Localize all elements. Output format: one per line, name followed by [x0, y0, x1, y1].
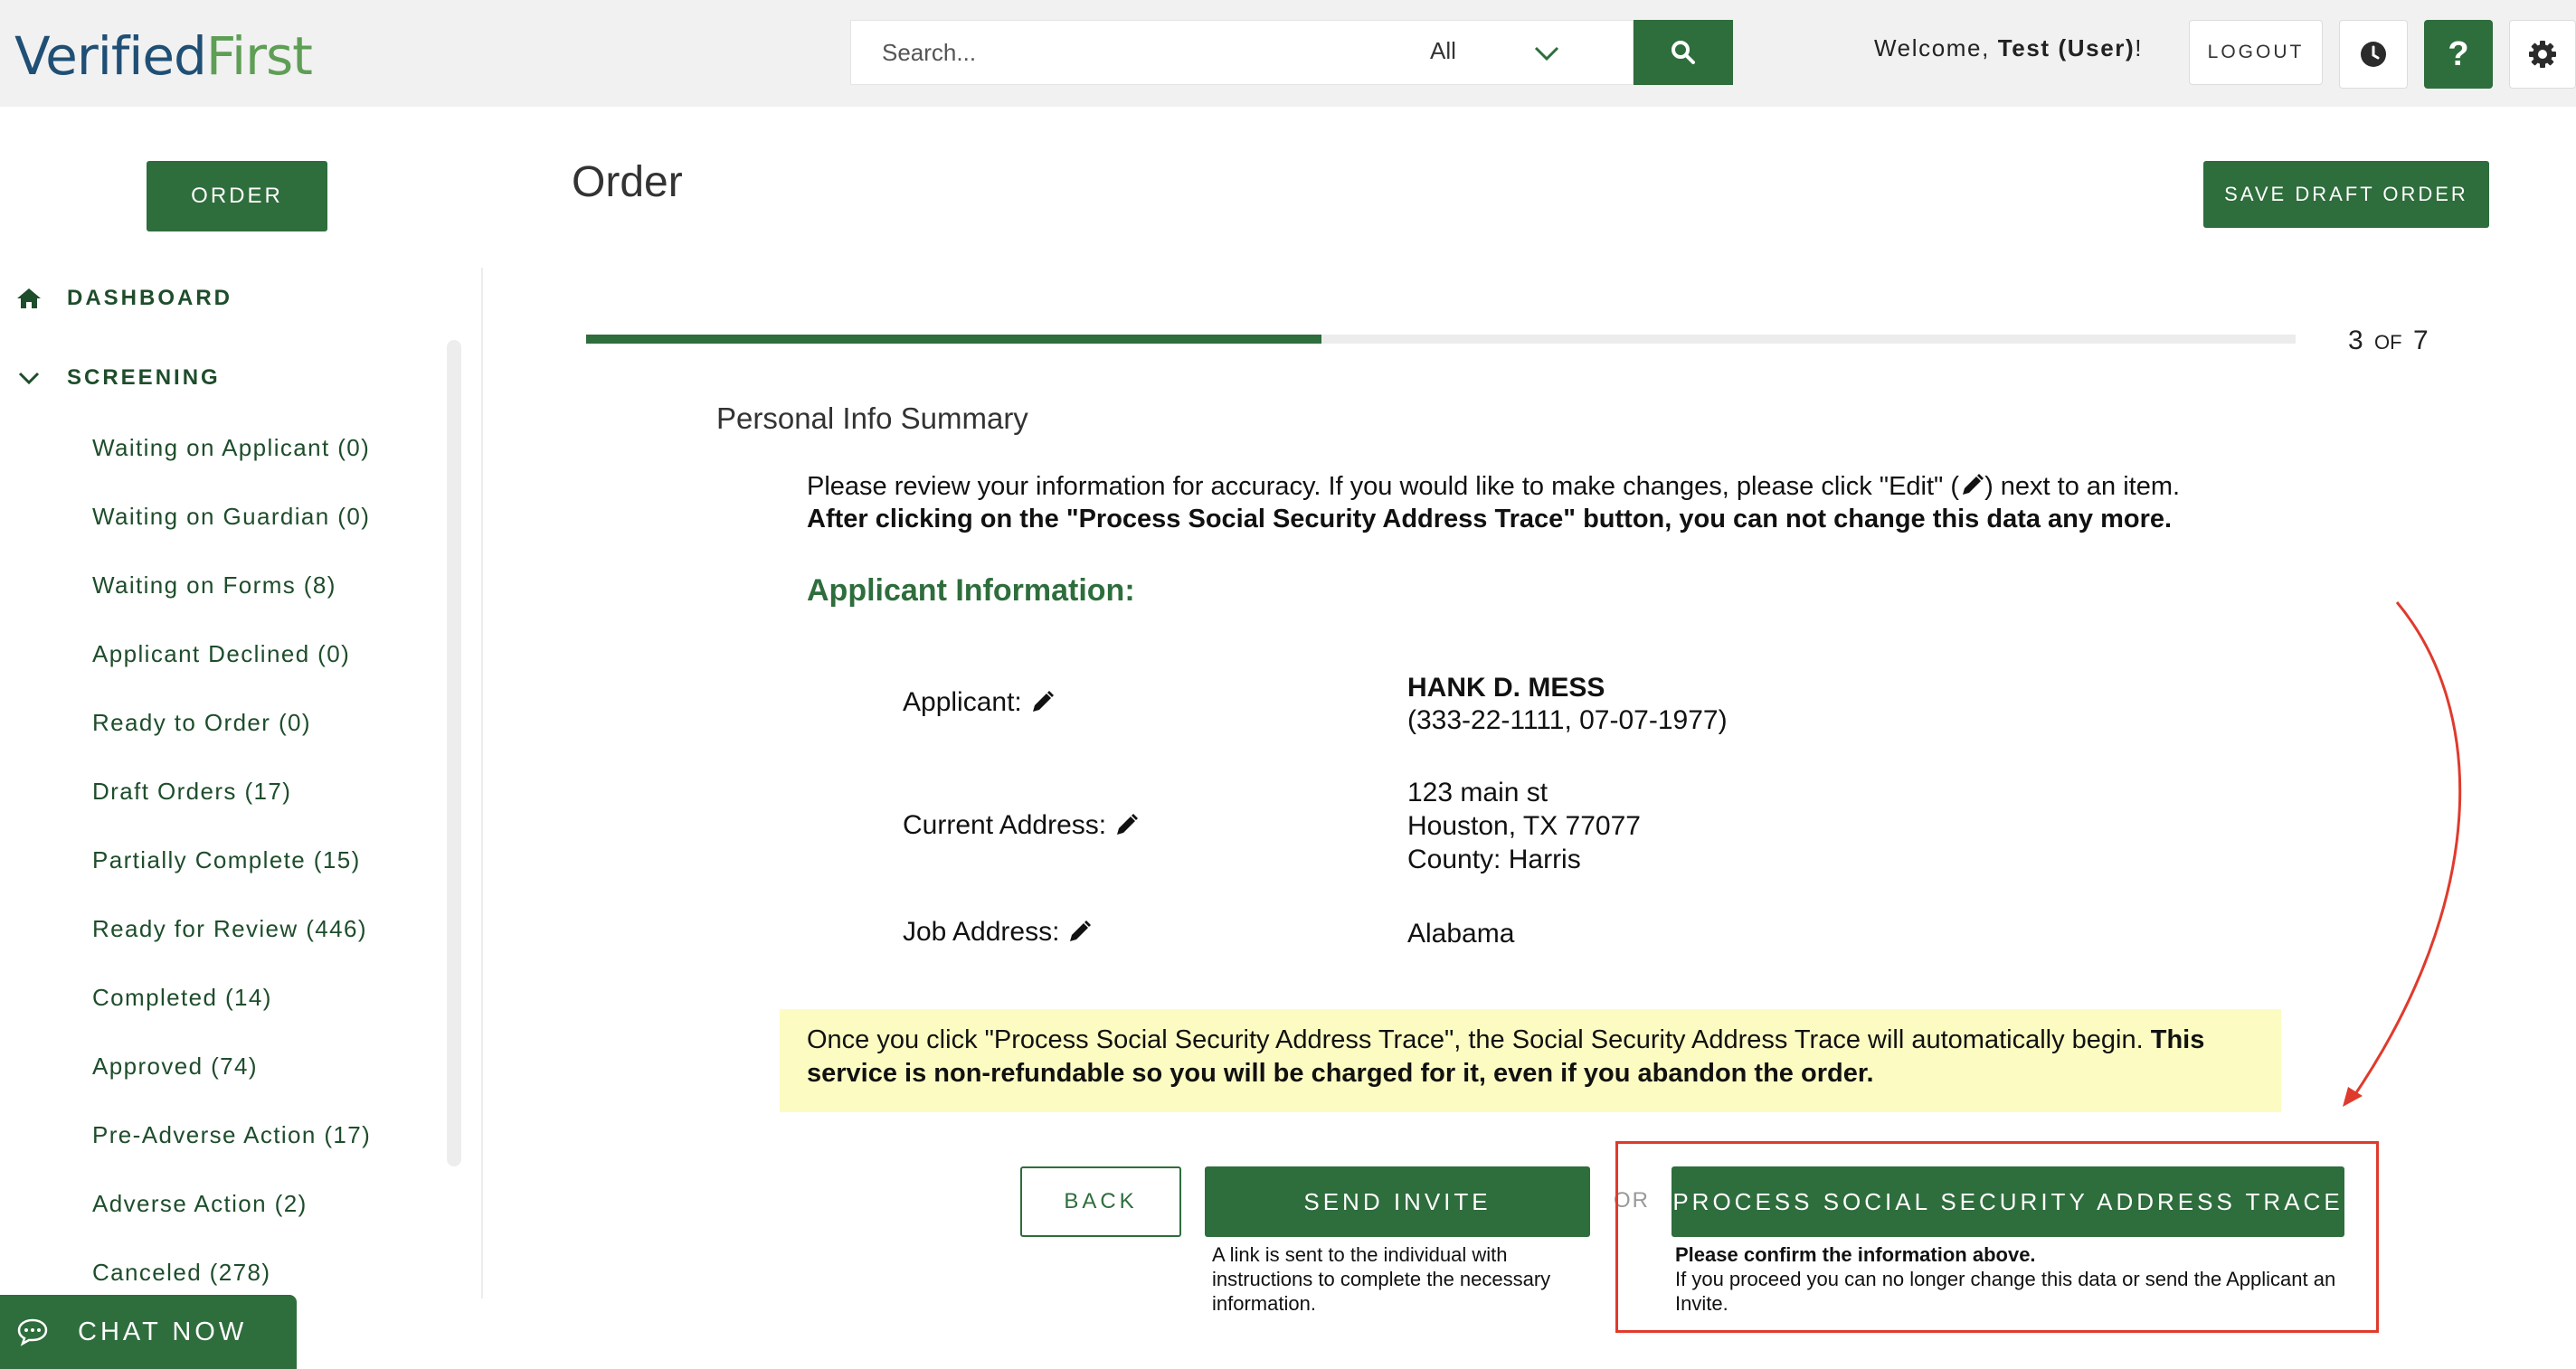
process-trace-button[interactable]: PROCESS SOCIAL SECURITY ADDRESS TRACE	[1672, 1166, 2344, 1237]
pencil-icon[interactable]	[1029, 690, 1055, 715]
pencil-icon[interactable]	[1113, 813, 1139, 838]
intro-text	[807, 472, 2180, 502]
sidebar-item-canceled[interactable]: Canceled (278)	[92, 1259, 271, 1286]
pencil-icon[interactable]	[1066, 920, 1092, 945]
address-line2: Houston, TX 77077	[1407, 811, 1641, 841]
welcome-message	[1874, 34, 2143, 62]
trace-desc-text: If you proceed you can no longer change this data or send the Applicant an Invite.	[1675, 1268, 2336, 1315]
home-icon	[16, 288, 42, 309]
logo-first: First	[205, 25, 312, 87]
save-draft-order-button[interactable]: SAVE DRAFT ORDER	[2203, 161, 2489, 228]
sidebar-item-pre-adverse-action[interactable]: Pre-Adverse Action (17)	[92, 1121, 372, 1148]
sidebar-item-waiting-on-forms[interactable]: Waiting on Forms (8)	[92, 571, 336, 599]
job-address-label: Job Address:	[903, 917, 1060, 947]
screening-label: SCREENING	[67, 365, 221, 390]
search-icon	[1671, 40, 1696, 65]
section-title: Personal Info Summary	[716, 401, 1028, 435]
sidebar-divider	[481, 268, 483, 1298]
current-address-label-row	[903, 810, 1139, 841]
sidebar-item-waiting-on-applicant[interactable]: Waiting on Applicant (0)	[92, 434, 371, 461]
applicant-label: Applicant:	[903, 687, 1022, 717]
sidebar-item-completed[interactable]: Completed (14)	[92, 984, 272, 1011]
current-address-label: Current Address:	[903, 810, 1107, 840]
order-button[interactable]: ORDER	[147, 161, 327, 231]
back-button[interactable]: BACK	[1020, 1166, 1181, 1237]
progress-current: 3	[2348, 326, 2363, 355]
intro-text-b: ) next to an item.	[1984, 472, 2181, 501]
clock-icon	[2359, 40, 2388, 69]
gear-icon	[2528, 40, 2557, 69]
sidebar-item-dashboard[interactable]	[16, 286, 232, 311]
search-scope-select[interactable]	[1430, 21, 1580, 84]
progress-of: OF	[2374, 331, 2402, 354]
chevron-down-icon	[1533, 41, 1560, 64]
search-input[interactable]	[851, 21, 1430, 84]
send-invite-button[interactable]: SEND INVITE	[1205, 1166, 1590, 1237]
trace-desc-bold: Please confirm the information above.	[1675, 1243, 2036, 1266]
welcome-prefix: Welcome,	[1874, 34, 1990, 61]
chevron-down-icon	[16, 369, 42, 387]
progress-bar	[586, 335, 2296, 344]
send-invite-description: A link is sent to the individual with instructions to complete the necessary information.	[1212, 1243, 1551, 1315]
search-box	[850, 20, 1634, 85]
page-title: Order	[572, 158, 683, 206]
sidebar-scrollbar[interactable]	[447, 340, 461, 1166]
logo[interactable]	[14, 20, 312, 92]
intro-warning: After clicking on the "Process Social Security Address Trace" button, you can not change this data any more.	[807, 505, 2173, 533]
sidebar-item-draft-orders[interactable]: Draft Orders (17)	[92, 778, 292, 805]
applicant-label-row	[903, 687, 1055, 718]
logo-verified: Verified	[14, 25, 206, 87]
help-button[interactable]: ?	[2424, 20, 2493, 89]
annotation-highlight-box	[1615, 1141, 2379, 1333]
progress-total: 7	[2412, 326, 2429, 355]
search-button[interactable]	[1634, 20, 1733, 85]
applicant-name: HANK D. MESS	[1407, 673, 1605, 703]
job-address-value: Alabama	[1407, 919, 1515, 949]
applicant-info-heading: Applicant Information:	[807, 573, 1135, 608]
chat-icon	[16, 1317, 49, 1346]
sidebar-item-ready-to-order[interactable]: Ready to Order (0)	[92, 709, 311, 736]
pencil-icon	[1959, 473, 1984, 498]
sidebar-item-screening[interactable]	[16, 365, 221, 391]
notice-bold: This service is non-refundable so you will be charged for it, even if you abandon the order.	[807, 1025, 2205, 1088]
sidebar-item-waiting-on-guardian[interactable]: Waiting on Guardian (0)	[92, 503, 371, 530]
job-address-label-row	[903, 917, 1092, 948]
settings-button[interactable]	[2509, 20, 2576, 89]
top-header	[0, 0, 2576, 107]
history-button[interactable]	[2339, 20, 2408, 89]
arrow-annotation	[2316, 593, 2478, 1109]
sidebar-item-approved[interactable]: Approved (74)	[92, 1053, 258, 1080]
address-line1: 123 main st	[1407, 778, 1548, 807]
sidebar-item-adverse-action[interactable]: Adverse Action (2)	[92, 1190, 308, 1217]
dashboard-label: DASHBOARD	[67, 286, 232, 310]
chat-now-button[interactable]	[0, 1295, 297, 1369]
progress-label	[2348, 326, 2429, 356]
welcome-suffix: !	[2135, 34, 2144, 61]
welcome-user: Test (User)	[1997, 34, 2136, 61]
notice-text: Once you click "Process Social Security Address Trace", the Social Security Address Trace will automatically begin.	[807, 1025, 2151, 1054]
sidebar-item-ready-for-review[interactable]: Ready for Review (446)	[92, 915, 367, 942]
logout-button[interactable]: LOGOUT	[2189, 20, 2323, 85]
intro-text-a: Please review your information for accuracy. If you would like to make changes, please click "Edit" (	[807, 472, 1960, 501]
chat-now-label: CHAT NOW	[78, 1317, 248, 1346]
non-refundable-notice	[780, 1009, 2281, 1112]
search-scope-value: All	[1430, 37, 1456, 64]
applicant-details: (333-22-1111, 07-07-1977)	[1407, 705, 1728, 735]
progress-fill	[586, 335, 1321, 344]
sidebar-item-partially-complete[interactable]: Partially Complete (15)	[92, 846, 361, 873]
address-line3: County: Harris	[1407, 845, 1581, 874]
or-separator: OR	[1614, 1188, 1650, 1213]
sidebar-item-applicant-declined[interactable]: Applicant Declined (0)	[92, 640, 351, 667]
